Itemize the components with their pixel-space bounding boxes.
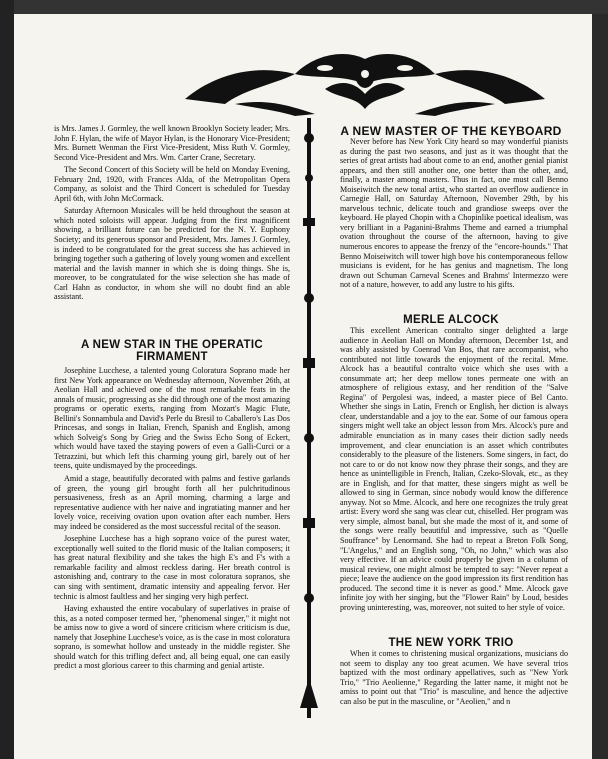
right-column-article-3 — [340, 649, 568, 709]
article-paragraph: Having exhausted the entire vocabulary of superlatives in praise of this, as a noted composer termed her, "phenomenal singer," it might not be amiss now to give a word of sincere criticism where criticism is due, namely that Josephine Lucchese's voice, as is the case in most coloratura soprano, is somewhat hollow and unsteady in the middle register. She should watch for this trifling defect and, all being equal, one can easily predict a most glorious career to this charming and genial artiste. — [54, 604, 290, 671]
scan-border-left — [0, 0, 14, 759]
article-heading-merle-alcock: MERLE ALCOCK — [403, 314, 499, 326]
scan-border-top — [0, 0, 608, 14]
intro-paragraph: is Mrs. James J. Gormley, the well known Brooklyn Society leader; Mrs. John F. Hylan, the wife of Mayor Hylan, is the Honorary Vice-President; Mrs. Burnett Wenman the First Vice-President, Miss Ruth V. Gormley, Second Vice-President and Mrs. Wm. Carter Crane, Secretary. — [54, 124, 290, 162]
left-column-intro — [54, 124, 290, 305]
column-divider-ornament — [296, 118, 322, 718]
article-heading-new-star: A NEW STAR IN THE OPERATIC FIRMAMENT — [80, 339, 263, 363]
article-paragraph: Amid a stage, beautifully decorated with palms and festive garlands of green, the young girl brought forth all her pulchritudinous persuasiveness, fresh as an April morning, charming a large and representative audience with her naive and ingratiating manner and her lovely voice, receiving ovation upon ovation after each number. Hers may indeed be considered as the most successful recital of the season. — [54, 474, 290, 531]
article-paragraph: Josephine Lucchese, a talented young Coloratura Soprano made her first New York appearance on Wednesday afternoon, November 26th, at Aeolian Hall and achieved one of the most remarkable feats in the annals of music, progressing as she did through one of the most amazing programs or operatic exerts, ranging from Mozart's Magic Flute, Bellini's Sonnambula and David's Perle du Bresil to Caballero's Las Dos Princesas, and songs in Italian, French, Spanish and English, among which Solveig's Song by Grieg and the Swiss Echo Song of Eckert, which would have taxed the staying powers of even a Galli-Curci or a Tetrazzini, but which left this charming young girl, barely out of her teens, quite undismayed by the proceedings. — [54, 366, 290, 471]
intro-paragraph: Saturday Afternoon Musicales will be held throughout the season at which noted soloists will appear. Judging from the first magnificent showing, a brilliant future can be predicted for the N. Y. Euphony Society; and its generous sponsor and President, Mrs. James J. Gormley, is indeed to be congratulated for the great success she has achieved in bringing together such a gathering of lovely young women and excellent material and the lavish manner in which she is doing things. She is, moreover, to be congratulated for the wise selection she has made of Carl Hahn as conductor, in whom she will no doubt find an able assistant. — [54, 206, 290, 302]
article-heading-ny-trio: THE NEW YORK TRIO — [388, 637, 514, 649]
header-ornament — [175, 44, 555, 124]
article-paragraph: Never before has New York City heard so may wonderful pianists as during the past two seasons, and just as it was thought that the series of great artists had about come to an end, another genial pianist appears, and then still another one, one better than the other, and, finally, a master among masters. Thus in fact, one must call Benno Moiseiwitch the new tonal artist, who started an overflow audience in Carnegie Hall, on Saturday Afternoon, November 29th, by his marvelous technic, delicate touch and grandiose sweeps over the keyboard. He played Chopin with a Chopinlike poetical idealism, was very brilliant in a Paganini-Brahms Theme and earned a triumphal ovation throughout the course of the afternoon, having to give numerous encores to appease the frenzy of the "encore-hounds." That Benno Moiseiwitch will tower high bove his contemporaneous fellow musicians is evident, for he has genius and magnetism. The long drawn out Schuman Carneval Scenes and Brahms' Intermezzo were not of a nature, however, to add any lustre to his gifts. — [340, 137, 568, 290]
left-column-article — [54, 366, 290, 674]
article-paragraph: This excellent American contralto singer delighted a large audience in Aeolian Hall on Monday afternoon, December 1st, and was ably assisted by Coenrad Van Bos, that rare accompanist, who contributed not little towards the enjoyment of the recital. Mme. Alcock has a beautiful contralto voice which she uses with a consummate art; her deep mellow tones permeate one with an atmosphere of religious extasy, and her rendition of the "Salve Regina" of Pergolesi was, indeed, a master piece of Bel Canto. Whether she sings in Latin, French or English, her diction is always clear, understandable and a joy to the ear. Some of our famous opera singers might well take an object lesson from Mrs. Alcock's pure and admirable enunciation as in many cases their diction sadly needs improvement, and clear enunciation is an asset which contributes considerably to the pleasure of the listeners. Some singers, in fact, do not care to or do not know now they phrase their songs, and they are hence as unintelligible in French, Italian, Czeko-Slovak, etc., as they are in English, and for that matter, these singers might as well be allowed to sing in German, since nobody would know the difference anyway. Not so Mme. Alcock, and here one recognizes the truly great artist: Every word she sang was clear cut, chiselled. Her program was very simple, almost banal, but she made the most of it, and some of the songs were really beautiful and impressive, such as "Quelle Souffrance" by Lenormand. She had to repeat a Breton Folk Song, "L'Angelus," and an English song, "Oh, no John," which was also very effective. If an advice could properly be given in a column of musical review, one might almost be tempted to say: "Never repeat a piece; leave the audience on the good impression its first rendition has produced. The second time it is never as good." Mme. Alcock gave infinite joy with her singing, but the "Flower Rain" by Loud, besides proving uninteresting, was, moreover, not suited to her style of voice. — [340, 326, 568, 612]
right-column-article-2 — [340, 326, 568, 615]
article-heading-keyboard: A NEW MASTER OF THE KEYBOARD — [340, 124, 562, 138]
intro-paragraph: The Second Concert of this Society will be held on Monday Evening, February 2nd, 1920, with Frances Alda, of the Metropolitan Opera Company, as soloist and the Third Concert is scheduled for Tuesday April 6th, with John McCormack. — [54, 165, 290, 203]
right-column-article-1 — [340, 137, 568, 293]
article-paragraph: When it comes to christening musical organizations, musicians do not seem to display any too great acumen. We have several trios baptized with the most ordinary appellatives, such as "New York Trio," "Trio Aeolienne," Regarding the latter name, it might not be amiss to point out that "Trio" is masculine, and hence the adjective can also be put in the masculine, or "Aeolien," and n — [340, 649, 568, 706]
article-paragraph: Josephine Lucchese has a high soprano voice of the purest water, exceptionally well suited to the florid music of the Italian composers; it has great natural flexibility and she takes the high E's and F's with a remarkable facility and almost reckless daring. Her breath control is astonishing and, contrary to the case in most coloratura sopranos, she can sing with sentiment, dramatic intensity and appealing fervor. Her technic is almost faultless and her singing very high perfect. — [54, 534, 290, 601]
